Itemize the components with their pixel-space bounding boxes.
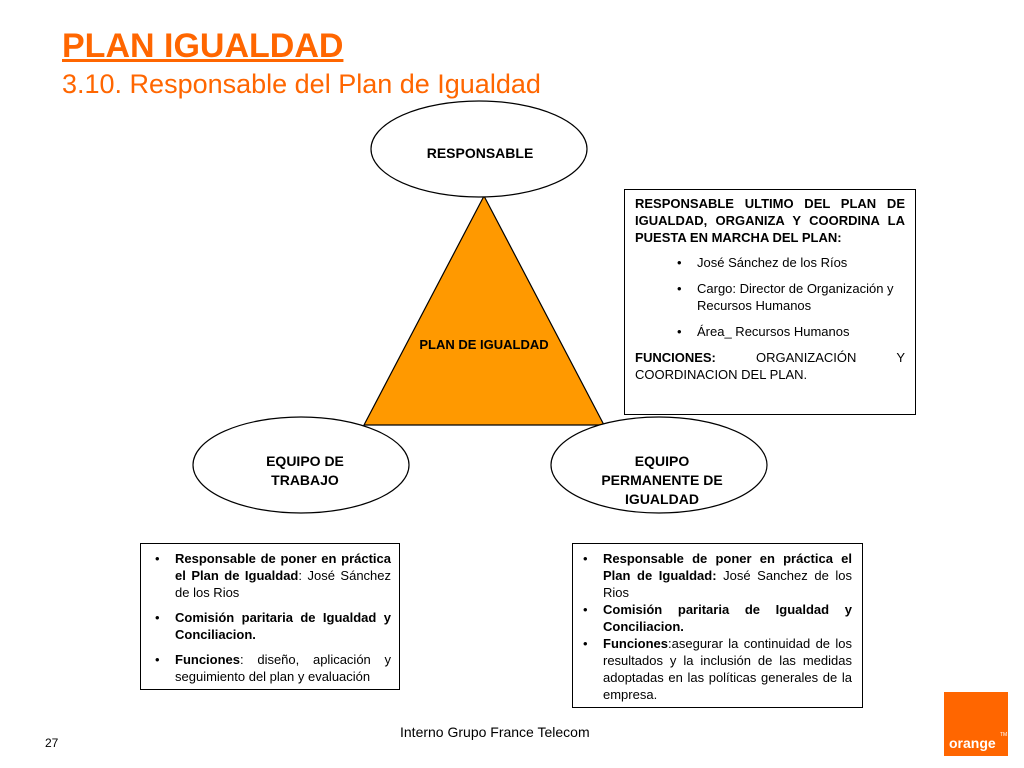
- list-item: • Responsable de poner en práctica el Plan de Igualdad: José Sánchez de los Rios: [145, 550, 391, 601]
- equipo-permanente-label-line1: EQUIPO: [634, 453, 690, 469]
- equipo-permanente-label-line2: PERMANENTE DE: [601, 472, 723, 488]
- list-item: • Responsable de poner en práctica el Plan de Igualdad: José Sanchez de los Rios: [573, 550, 852, 601]
- orange-logo-text: orange: [949, 735, 996, 751]
- equipo-permanente-label: [562, 452, 762, 509]
- orange-logo-tm: TM: [1000, 732, 1008, 738]
- equipo-trabajo-label-line1: EQUIPO DE: [266, 453, 344, 469]
- funciones-label: FUNCIONES:: [635, 350, 716, 365]
- list-item: • José Sánchez de los Ríos: [667, 254, 905, 271]
- triangle-label: PLAN DE IGUALDAD: [419, 337, 549, 352]
- funciones-text: ORGANIZACIÓN Y COORDINACION DEL PLAN.: [635, 350, 905, 382]
- responsable-box-funciones: [635, 349, 905, 383]
- list-item: • Comisión paritaria de Igualdad y Conciliacion.: [573, 601, 852, 635]
- footer-text: Interno Grupo France Telecom: [400, 724, 590, 740]
- orange-logo: [944, 692, 1008, 756]
- responsable-box-list: [635, 254, 905, 340]
- equipo-trabajo-box: [140, 543, 400, 690]
- list-item: • Cargo: Director de Organización y Recursos Humanos: [667, 280, 905, 314]
- list-item: • Funciones: diseño, aplicación y seguimiento del plan y evaluación: [145, 651, 391, 685]
- page-subtitle: 3.10. Responsable del Plan de Igualdad: [62, 69, 541, 99]
- list-item: • Área_ Recursos Humanos: [667, 323, 905, 340]
- page-title: PLAN IGUALDAD: [62, 27, 344, 65]
- responsable-box: [624, 189, 916, 415]
- list-item: • Comisión paritaria de Igualdad y Conciliacion.: [145, 609, 391, 643]
- responsable-box-heading: RESPONSABLE ULTIMO DEL PLAN DE IGUALDAD, ORGANIZA Y COORDINA LA PUESTA EN MARCHA DEL PLAN:: [635, 196, 905, 245]
- equipo-permanente-box: [572, 543, 863, 708]
- equipo-trabajo-label-line2: TRABAJO: [271, 472, 339, 488]
- equipo-trabajo-label: [205, 452, 405, 490]
- equipo-permanente-label-line3: IGUALDAD: [625, 491, 699, 507]
- list-item: • Funciones:asegurar la continuidad de los resultados y la inclusión de las medidas adoptadas en las políticas generales de la empresa.: [573, 635, 852, 703]
- responsable-ellipse-label: RESPONSABLE: [426, 145, 534, 161]
- page-number: 27: [45, 736, 59, 750]
- plan-triangle: [364, 196, 604, 425]
